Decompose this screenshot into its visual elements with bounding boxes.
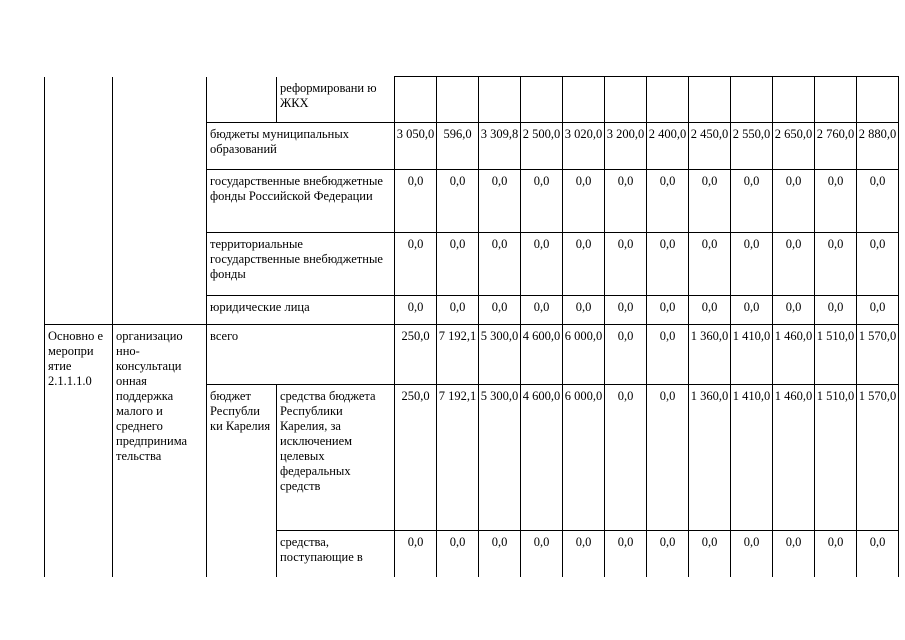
value-cell [689,385,731,531]
value-text: 0,0 [617,174,634,188]
value-cell [563,325,605,385]
value-text: 0,0 [785,237,802,251]
value-text: 0,0 [785,535,802,549]
value-text: 0,0 [743,300,760,314]
value-text: 1 570,0 [858,329,897,343]
value-cell [815,233,857,296]
value-text: 0,0 [533,535,550,549]
value-text: 3 050,0 [396,127,435,141]
value-cell [731,325,773,385]
value-cell [437,531,479,577]
value-cell [605,170,647,233]
value-text: 0,0 [869,300,886,314]
value-text: 2 550,0 [732,127,771,141]
value-text: 0,0 [491,535,508,549]
budget-source: бюджет Республи ки Карелия [207,385,277,577]
value-cell [647,296,689,325]
value-cell [689,233,731,296]
value-cell [479,123,521,170]
activity-name: организацио нно- консультаци онная поддержка малого и среднего предпринима тельства [113,325,207,577]
value-cell [857,325,899,385]
value-cell [731,296,773,325]
value-cell [605,385,647,531]
value-text: 0,0 [407,535,424,549]
value-text: 0,0 [701,535,718,549]
value-text: 1 360,0 [690,389,729,403]
value-text: 5 300,0 [480,329,519,343]
value-cell [437,385,479,531]
value-cell [773,531,815,577]
value-text: 1 570,0 [858,389,897,403]
value-cell [479,385,521,531]
value-cell [395,123,437,170]
value-cell [815,385,857,531]
value-cell [689,123,731,170]
row-label: средства бюджета Республики Карелия, за исключением целевых федеральных средств [277,385,395,531]
value-text: 7 192,1 [438,389,477,403]
value-text: 1 410,0 [732,389,771,403]
value-cell [395,531,437,577]
value-text: 0,0 [575,174,592,188]
value-cell [773,233,815,296]
value-text: 0,0 [827,300,844,314]
value-text: 0,0 [827,174,844,188]
value-cell [647,170,689,233]
value-text: 0,0 [533,237,550,251]
row-label: юридические лица [207,296,395,325]
value-text: 250,0 [401,329,430,343]
table-row [45,325,899,385]
value-cell [815,123,857,170]
value-cell [857,233,899,296]
value-cell [731,385,773,531]
value-text: 0,0 [449,535,466,549]
value-text: 0,0 [659,237,676,251]
value-cell [605,325,647,385]
value-text: 0,0 [869,174,886,188]
value-cell [647,531,689,577]
value-text: 7 192,1 [438,329,477,343]
value-cell [563,170,605,233]
value-text: 0,0 [575,535,592,549]
activity-code: Основно е меропри ятие 2.1.1.1.0 [45,325,113,577]
value-cell [521,233,563,296]
value-text: 2 760,0 [816,127,855,141]
value-text: 0,0 [617,300,634,314]
value-text: 2 450,0 [690,127,729,141]
value-cell [815,296,857,325]
value-text: 0,0 [407,237,424,251]
value-cell [605,233,647,296]
value-text: 0,0 [785,300,802,314]
value-text: 0,0 [659,535,676,549]
value-text: 0,0 [491,300,508,314]
value-cell [521,325,563,385]
value-text: 0,0 [659,300,676,314]
value-text: 596,0 [443,127,472,141]
value-cell [815,325,857,385]
value-text: 0,0 [701,174,718,188]
value-text: 0,0 [575,300,592,314]
value-cell [689,170,731,233]
value-cell [395,385,437,531]
value-text: 3 309,8 [480,127,519,141]
row-label: средства, поступающие в [277,531,395,577]
value-text: 1 460,0 [774,329,813,343]
value-text: 0,0 [491,237,508,251]
row-label: реформировани ю ЖКХ [277,77,395,123]
row-label: территориальные государственные внебюджетные фонды [207,233,395,296]
value-text: 1 360,0 [690,329,729,343]
value-text: 0,0 [743,174,760,188]
value-text: 0,0 [701,300,718,314]
value-text: 0,0 [533,300,550,314]
value-text: 1 410,0 [732,329,771,343]
value-cell [647,385,689,531]
value-text: 2 400,0 [648,127,687,141]
value-text: 3 200,0 [606,127,645,141]
table-row [45,77,899,123]
budget-table [44,76,899,577]
value-cell [773,170,815,233]
value-cell [773,385,815,531]
value-text: 4 600,0 [522,329,561,343]
value-cell [689,325,731,385]
value-text: 6 000,0 [564,329,603,343]
value-cell [857,123,899,170]
value-cell [773,296,815,325]
value-text: 0,0 [617,237,634,251]
value-cell [437,233,479,296]
value-cell [479,170,521,233]
cell-blank [113,77,207,325]
value-cell [521,170,563,233]
value-cell [857,385,899,531]
value-cell [605,123,647,170]
row-label: государственные внебюджетные фонды Российской Федерации [207,170,395,233]
value-text: 0,0 [785,174,802,188]
value-cell [437,123,479,170]
value-cell [731,233,773,296]
value-cell [857,170,899,233]
value-cell [521,123,563,170]
value-text: 1 510,0 [816,389,855,403]
value-text: 0,0 [617,535,634,549]
value-cell [479,531,521,577]
value-cell [689,296,731,325]
value-cell [563,296,605,325]
value-cell [563,385,605,531]
value-cell [563,123,605,170]
value-cell [521,385,563,531]
value-cell [437,296,479,325]
value-text: 0,0 [743,535,760,549]
value-text: 5 300,0 [480,389,519,403]
value-cell [731,123,773,170]
value-text: 0,0 [743,237,760,251]
value-text: 2 500,0 [522,127,561,141]
value-text: 0,0 [827,535,844,549]
value-text: 0,0 [449,174,466,188]
value-cell [479,233,521,296]
value-cell [437,325,479,385]
value-cell [815,170,857,233]
value-cell [563,233,605,296]
value-cell [605,296,647,325]
value-text: 0,0 [449,237,466,251]
value-cell [857,296,899,325]
value-text: 0,0 [659,329,676,343]
value-cell [395,325,437,385]
value-text: 3 020,0 [564,127,603,141]
value-cell [647,123,689,170]
value-cell [563,531,605,577]
value-text: 0,0 [659,389,676,403]
cell-blank [207,77,277,123]
value-text: 6 000,0 [564,389,603,403]
value-text: 0,0 [449,300,466,314]
value-cell [605,531,647,577]
value-text: 0,0 [659,174,676,188]
value-text: 0,0 [617,389,634,403]
value-text: 0,0 [407,300,424,314]
value-text: 0,0 [617,329,634,343]
value-cell [479,325,521,385]
value-text: 0,0 [701,237,718,251]
row-label: бюджеты муниципальных образований [207,123,395,170]
value-cell [731,531,773,577]
value-text: 0,0 [869,535,886,549]
value-cell [647,233,689,296]
value-text: 0,0 [491,174,508,188]
value-text: 2 880,0 [858,127,897,141]
value-text: 0,0 [533,174,550,188]
value-cell [395,170,437,233]
value-text: 2 650,0 [774,127,813,141]
value-text: 1 460,0 [774,389,813,403]
value-cell [437,170,479,233]
value-cell [395,233,437,296]
value-cell [647,325,689,385]
value-cell [773,325,815,385]
value-cell [521,296,563,325]
value-cell [395,296,437,325]
value-text: 0,0 [407,174,424,188]
cell-blank [45,77,113,325]
value-text: 0,0 [575,237,592,251]
value-text: 1 510,0 [816,329,855,343]
value-cell [857,531,899,577]
value-cell [815,531,857,577]
value-text: 250,0 [401,389,430,403]
value-text: 4 600,0 [522,389,561,403]
value-text: 0,0 [827,237,844,251]
value-cell [521,531,563,577]
value-cell [731,170,773,233]
value-text: 0,0 [869,237,886,251]
value-cell [773,123,815,170]
row-label: всего [207,325,395,385]
value-cell [479,296,521,325]
value-cell [689,531,731,577]
